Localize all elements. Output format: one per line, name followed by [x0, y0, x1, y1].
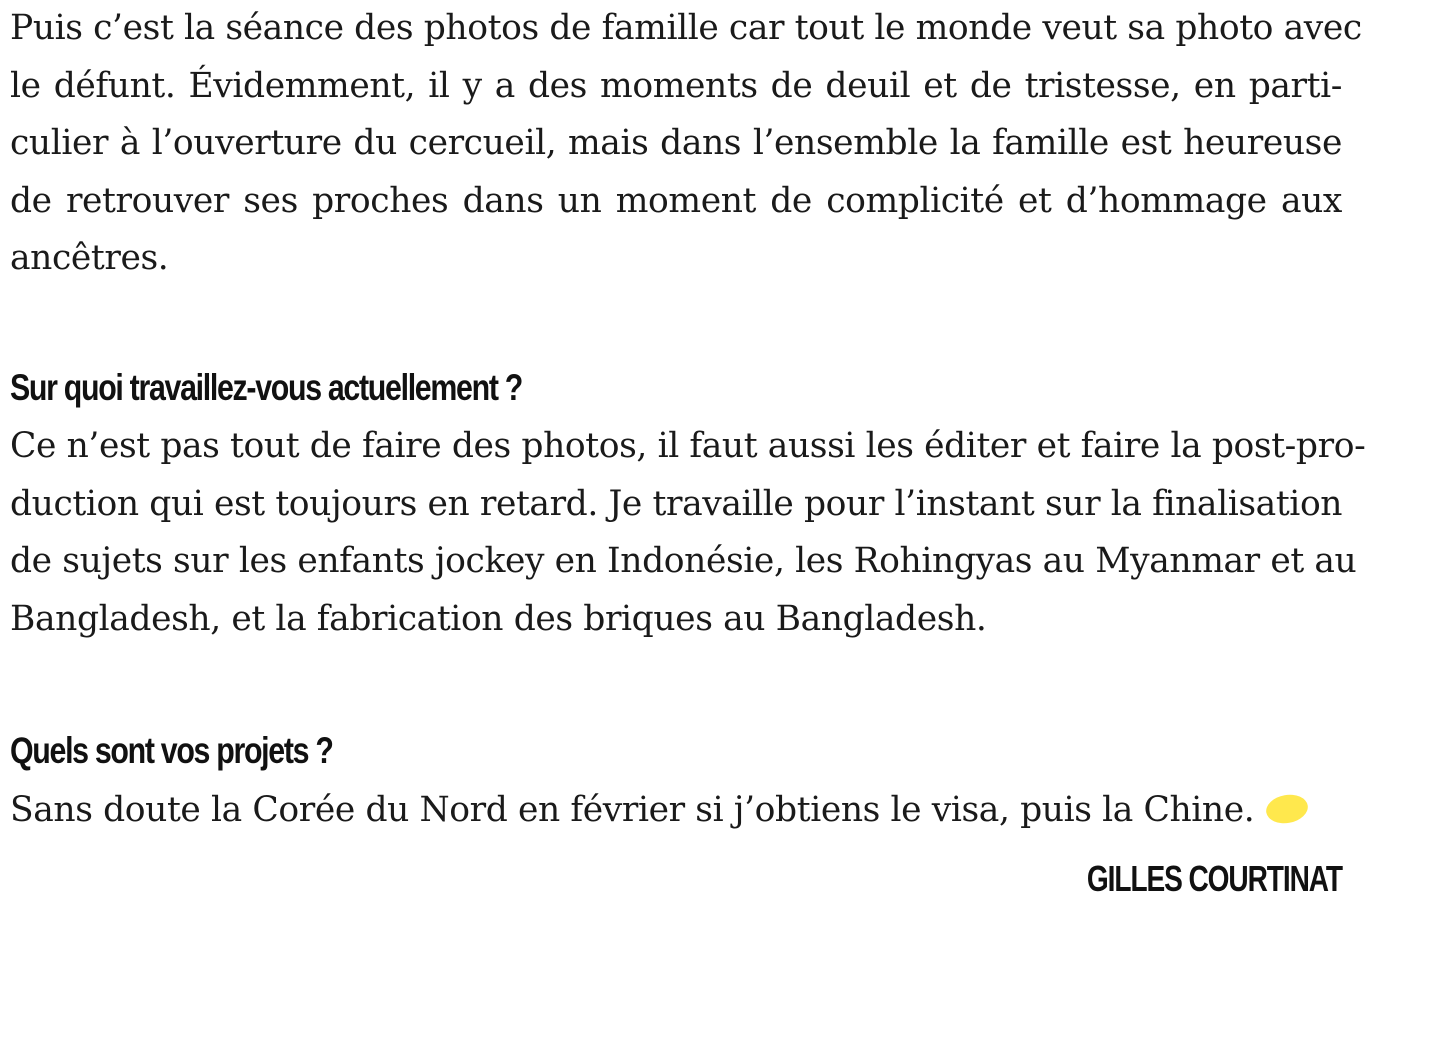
paragraph-line: duction qui est toujours en retard. Je travaille pour l’instant sur la finalisation	[10, 483, 1343, 524]
paragraph-line: de retrouver ses proches dans un moment de complicité et d’hommage aux	[10, 180, 1342, 221]
paragraph-projects	[10, 782, 1342, 840]
paragraph-current-work	[10, 418, 1366, 648]
end-of-article-dot-icon	[1264, 792, 1310, 827]
paragraph-line: de sujets sur les enfants jockey en Indonésie, les Rohingyas au Myanmar et au	[10, 541, 1357, 581]
paragraph-text: Sans doute la Corée du Nord en février si j’obtiens le visa, puis la Chine.	[10, 790, 1255, 830]
paragraph-line: Puis c’est la séance des photos de famille car tout le monde veut sa photo avec	[10, 8, 1362, 48]
paragraph-line: Bangladesh, et la fabrication des briques au Bangladesh.	[10, 598, 987, 639]
question-current-work: Sur quoi travaillez-vous actuellement ?	[10, 367, 522, 408]
paragraph-line: le défunt. Évidemment, il y a des moments de deuil et de tristesse, en parti-	[10, 65, 1342, 106]
paragraph-line: ancêtres.	[10, 238, 169, 278]
paragraph-line	[10, 782, 1342, 840]
paragraph-line: Ce n’est pas tout de faire des photos, il faut aussi les éditer et faire la post-pro-	[10, 426, 1366, 466]
paragraph-line: culier à l’ouverture du cercueil, mais dans l’ensemble la famille est heureuse	[10, 123, 1342, 163]
author-byline: GILLES COURTINAT	[1087, 858, 1342, 899]
paragraph-funeral	[10, 0, 1362, 288]
question-projects: Quels sont vos projets ?	[10, 730, 333, 771]
